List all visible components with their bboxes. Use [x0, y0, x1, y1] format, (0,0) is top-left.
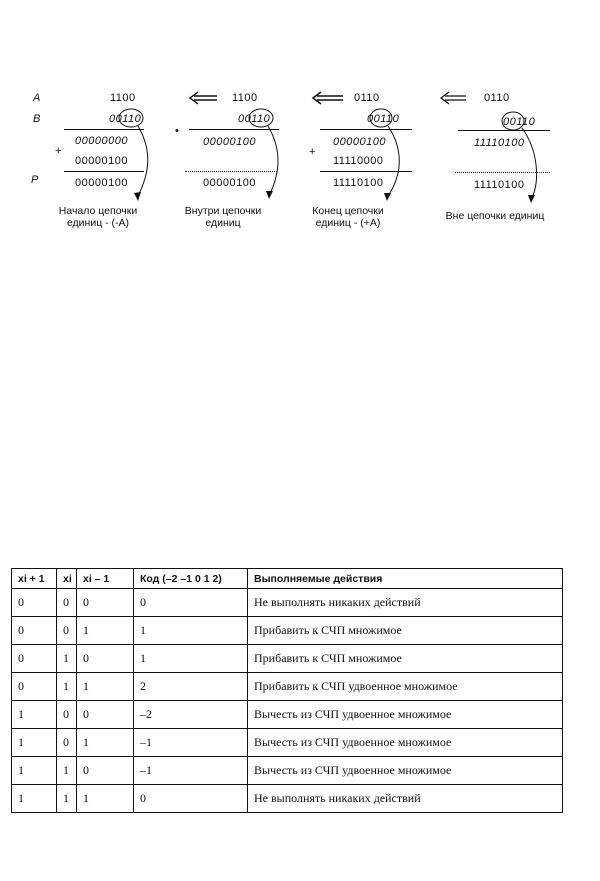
table-cell: 0: [12, 589, 57, 617]
table-cell: 1: [12, 729, 57, 757]
row-label-p: P: [31, 174, 39, 186]
table-cell: 1: [12, 785, 57, 813]
table-row: [12, 785, 563, 813]
multiplicand-value: 1100: [110, 92, 136, 104]
term-value: 00000100: [333, 136, 386, 148]
bit-pair-circle: [370, 109, 392, 127]
multiplicand-value: 0110: [484, 92, 510, 104]
table-cell: 0: [134, 785, 248, 813]
multiplier-value: 00110: [238, 113, 271, 125]
action-cell: Не выполнять никаких действий: [248, 785, 563, 813]
table-cell: 0: [12, 645, 57, 673]
table-cell: 0: [57, 617, 77, 645]
table-cell: 0: [134, 589, 248, 617]
curved-arrow-icon: [138, 126, 148, 196]
step-caption: Начало цепочки единиц - (-A): [58, 205, 138, 229]
action-cell: Вычесть из СЧП удвоенное множимое: [248, 701, 563, 729]
table-cell: 1: [77, 673, 134, 701]
action-cell: Прибавить к СЧП множимое: [248, 645, 563, 673]
action-cell: Не выполнять никаких действий: [248, 589, 563, 617]
table-cell: 1: [12, 757, 57, 785]
table-cell: 1: [77, 729, 134, 757]
table-cell: 1: [57, 673, 77, 701]
plus-sign: +: [309, 146, 316, 158]
plus-sign: +: [55, 145, 62, 157]
action-cell: Вычесть из СЧП удвоенное множимое: [248, 757, 563, 785]
result-value: 00000100: [75, 177, 128, 189]
booth-recoding-table: [11, 568, 563, 813]
action-cell: Прибавить к СЧП множимое: [248, 617, 563, 645]
table-cell: 0: [77, 701, 134, 729]
multiplicand-value: 1100: [232, 92, 258, 104]
table-row: [12, 729, 563, 757]
table-cell: –2: [134, 701, 248, 729]
column-header: xi + 1: [12, 569, 57, 589]
result-value: 00000100: [203, 177, 256, 189]
term-value: 11110100: [474, 137, 525, 149]
step-caption: Внутри цепочки единиц: [184, 205, 262, 229]
result-value: 11110100: [474, 179, 525, 191]
curved-arrow-icon: [388, 126, 399, 196]
table-cell: 1: [134, 617, 248, 645]
action-cell: Прибавить к СЧП удвоенное множимое: [248, 673, 563, 701]
action-cell: Вычесть из СЧП удвоенное множимое: [248, 729, 563, 757]
result-value: 11110100: [333, 177, 384, 189]
table-row: [12, 673, 563, 701]
multiplier-value: 00110: [109, 113, 142, 125]
term-value: 00000100: [203, 136, 256, 148]
table-cell: 0: [77, 589, 134, 617]
table-cell: 2: [134, 673, 248, 701]
bit-pair-circle: [502, 112, 524, 130]
table-cell: 0: [12, 617, 57, 645]
table-row: [12, 757, 563, 785]
table-cell: 1: [77, 785, 134, 813]
table-cell: 1: [57, 785, 77, 813]
table-cell: 1: [57, 645, 77, 673]
row-label-b: B: [33, 113, 41, 125]
multiplier-value: 00110: [367, 113, 400, 125]
table-cell: 0: [77, 645, 134, 673]
multiplier-value: 00110: [503, 116, 536, 128]
column-header: xi: [57, 569, 77, 589]
table-row: [12, 645, 563, 673]
table-cell: 1: [57, 757, 77, 785]
table-cell: 0: [57, 701, 77, 729]
curved-arrow-icon: [522, 128, 537, 198]
term-value: 00000000: [75, 135, 128, 147]
table-header-row: [12, 569, 563, 589]
table-row: [12, 617, 563, 645]
table-cell: –1: [134, 729, 248, 757]
column-header: Выполняемые действия: [248, 569, 563, 589]
column-header: Код (–2 –1 0 1 2): [134, 569, 248, 589]
multiplicand-value: 0110: [354, 92, 380, 104]
row-label-a: A: [33, 92, 41, 104]
table-cell: 0: [12, 673, 57, 701]
table-cell: –1: [134, 757, 248, 785]
shift-arrow-icon: [313, 92, 343, 104]
dot-mark: •: [175, 125, 179, 137]
step-caption: Конец цепочки единиц - (+A): [312, 205, 384, 229]
shift-arrow-icon: [190, 92, 217, 104]
table-row: [12, 701, 563, 729]
table-row: [12, 589, 563, 617]
step-caption: Вне цепочки единиц: [445, 210, 545, 222]
curved-arrow-icon: [268, 126, 278, 194]
shift-arrow-icon: [441, 92, 466, 104]
column-header: xi – 1: [77, 569, 134, 589]
table-cell: 0: [57, 729, 77, 757]
table-cell: 1: [12, 701, 57, 729]
partial-value: 00000100: [75, 155, 128, 167]
table-cell: 1: [134, 645, 248, 673]
table-cell: 0: [77, 757, 134, 785]
table-cell: 1: [77, 617, 134, 645]
table-cell: 0: [57, 589, 77, 617]
bit-pair-circle: [249, 109, 273, 127]
partial-value: 11110000: [333, 155, 384, 167]
bit-pair-circle: [119, 109, 143, 127]
